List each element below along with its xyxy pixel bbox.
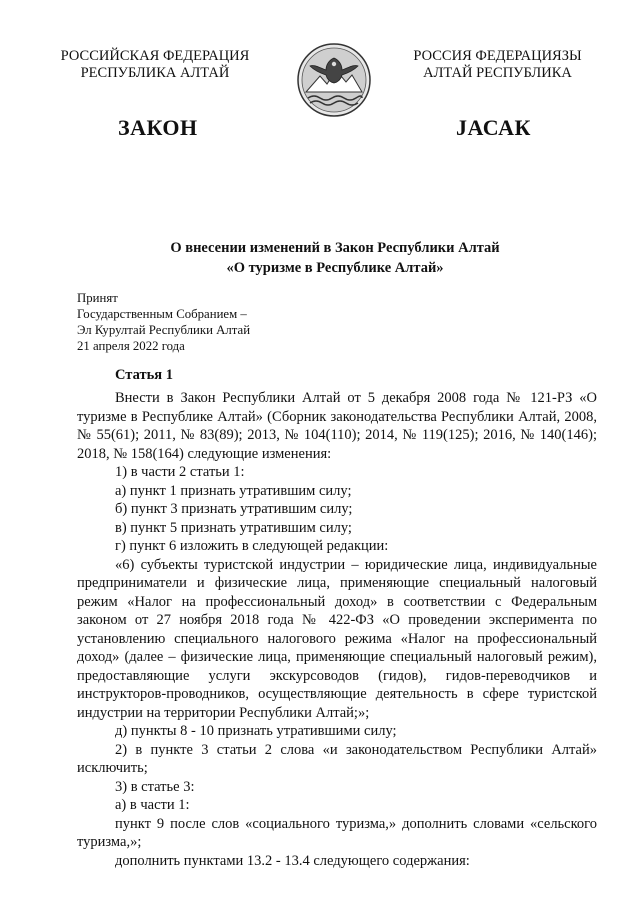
article-paragraph: пункт 9 после слов «социального туризма,» дополнить словами «сельского туризма,»;	[77, 815, 597, 850]
accepted-line1: Принят	[77, 291, 118, 305]
header-left-block	[50, 48, 260, 82]
accepted-line2: Государственным Собранием –	[77, 307, 247, 321]
article-body	[77, 389, 597, 870]
coat-of-arms-emblem-icon	[296, 42, 372, 118]
law-word-altai: JАСАК	[456, 115, 531, 140]
accepted-block	[77, 290, 250, 354]
article-paragraph: б) пункт 3 признать утратившим силу;	[115, 501, 353, 517]
accepted-line3: Эл Курултай Республики Алтай	[77, 323, 251, 337]
header-right-block	[385, 48, 610, 82]
article-paragraph: а) в части 1:	[115, 797, 190, 813]
article-heading: Статья 1	[115, 367, 173, 383]
article-paragraph: д) пункты 8 - 10 признать утратившими силу;	[115, 723, 397, 739]
article-paragraph: 1) в части 2 статьи 1:	[115, 464, 245, 480]
article-paragraph: в) пункт 5 признать утратившим силу;	[115, 519, 352, 536]
law-title-line2: «О туризме в Республике Алтай»	[226, 260, 444, 276]
header-right-line1: РОССИЯ ФЕДЕРАЦИЯЗЫ	[413, 48, 582, 64]
law-title-line1: О внесении изменений в Закон Республики Алтай	[170, 240, 500, 256]
accepted-date: 21 апреля 2022 года	[77, 339, 185, 353]
article-paragraph: а) пункт 1 признать утратившим силу;	[115, 482, 352, 499]
article-paragraph: дополнить пунктами 13.2 - 13.4 следующего содержания:	[115, 852, 470, 869]
header-left-line2: РЕСПУБЛИКА АЛТАЙ	[80, 65, 230, 81]
law-title	[150, 238, 520, 278]
article-paragraph: г) пункт 6 изложить в следующей редакции:	[115, 538, 389, 554]
article-paragraph: Внести в Закон Республики Алтай от 5 декабря 2008 года № 121-РЗ «О туризме в Республике Алтай» (Сборник законодательства Республики Алтай, 2008, № 55(61); 2011, № 83(89); 2013, № 104(110); 2014, № 119(125); 2016, № 140(146); 2018, № 158(164) следующие изменения:	[77, 390, 597, 462]
law-word-russian: ЗАКОН	[118, 115, 198, 140]
header-right-line2: АЛТАЙ РЕСПУБЛИКА	[423, 65, 572, 81]
article-paragraph: 2) в пункте 3 статьи 2 слова «и законодательством Республики Алтай» исключить;	[77, 741, 597, 776]
article-paragraph: «6) субъекты туристской индустрии – юридические лица, индивидуальные предприниматели и физические лица, применяющие специальный налоговый режим «Налог на профессиональный доход» в соответствии с Федеральным законом от 27 ноября 2018 года № 422-ФЗ «О проведении эксперимента по установлению специального налогового режима «Налог на профессиональный доход» (далее – физические лица, применяющие специальный налоговый режим), предоставляющие услуги экскурсоводов (гидов), гидов-переводчиков и инструкторов-проводников, осуществляющие деятельность в сфере туристской индустрии на территории Республики Алтай;»;	[77, 556, 597, 721]
header-left-line1: РОССИЙСКАЯ ФЕДЕРАЦИЯ	[60, 48, 250, 64]
article-paragraph: 3) в статье 3:	[115, 778, 195, 795]
